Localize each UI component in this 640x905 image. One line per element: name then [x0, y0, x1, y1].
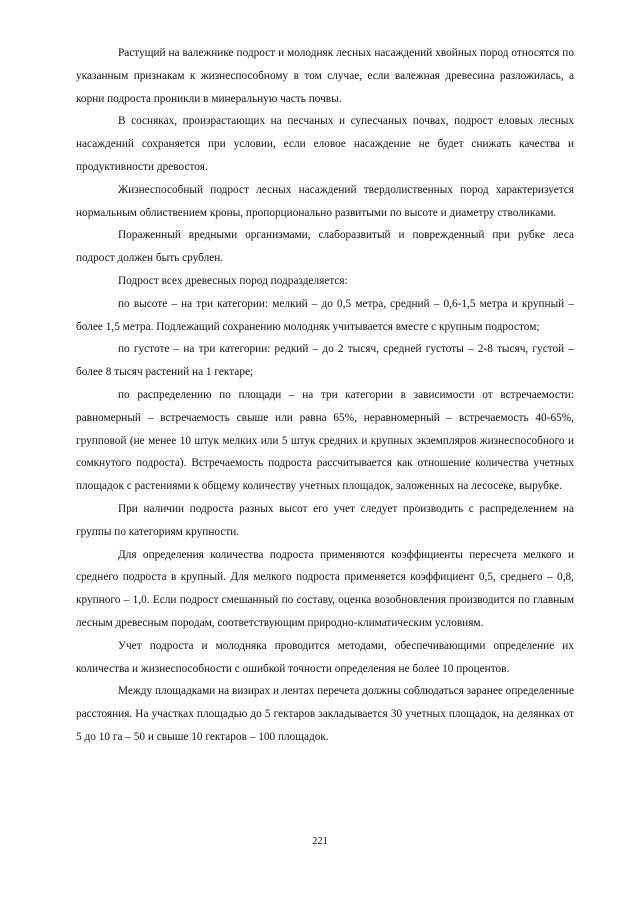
paragraph-2: В сосняках, произрастающих на песчаных и супесчаных почвах, подрост еловых лесных насаждений сохраняется при условии, если еловое насаждение не будет снижать качества и продуктивности древостоя. [76, 115, 574, 173]
paragraph-6: по высоте – на три категории: мелкий – до 0,5 метра, средний – 0,6-1,5 метра и крупный – более 1,5 метра. Подлежащий сохранению молодняк учитывается вместе с крупным подростом; [76, 297, 574, 333]
paragraph-7: по густоте – на три категории: редкий – до 2 тысяч, средней густоты – 2-8 тысяч, густой – более 8 тысяч растений на 1 гектаре; [76, 343, 574, 379]
paragraph-1: Растущий на валежнике подрост и молодняк лесных насаждений хвойных пород относятся по указанным признакам к жизнеспособному в том случае, если валежная древесина разложилась, а корни подроста проникли в минеральную часть почвы. [76, 47, 574, 105]
paragraph-12: Между площадками на визирах и лентах перечета должны соблюдаться заранее определенные расстояния. На участках площадью до 5 гектаров закладывается 30 учетных площадок, на делянках от 5 до 10 га – 50 и свыше 10 гектаров – 100 площадок. [76, 685, 574, 743]
page-number: 221 [312, 836, 328, 847]
paragraph-9: При наличии подроста разных высот его учет следует производить с распределением на группы по категориям крупности. [76, 502, 574, 538]
page-body [76, 42, 574, 749]
paragraph-5: Подрост всех древесных пород подразделяется: [118, 274, 348, 287]
paragraph-3: Жизнеспособный подрост лесных насаждений твердолиственных пород характеризуется нормальным облиствением кроны, пропорционально развитыми по высоте и диаметру стволиками. [76, 183, 574, 219]
paragraph-10: Для определения количества подроста применяются коэффициенты пересчета мелкого и среднего подроста в крупный. Для мелкого подроста применяется коэффициент 0,5, среднего – 0,8, крупного – 1,0. Если подрост смешанный по составу, оценка возобновления производится по главным лесным древесным породам, соответствующим природно-климатическим условиям. [76, 548, 574, 629]
paragraph-4: Пораженный вредными организмами, слаборазвитый и поврежденный при рубке леса подрост должен быть срублен. [76, 229, 574, 265]
paragraph-11: Учет подроста и молодняка проводится методами, обеспечивающими определение их количества и жизнеспособности с ошибкой точности определения не более 10 процентов. [76, 639, 574, 675]
paragraph-8: по распределению по площади – на три категории в зависимости от встречаемости: равномерный – встречаемость свыше или равна 65%, неравномерный – встречаемость 40-65%, групповой (не менее 10 штук мелких или 5 штук средних и крупных экземпляров жизнеспособного и сомкнутого подроста). Встречаемость подроста рассчитывается как отношение количества учетных площадок с растениями к общему количеству учетных площадок, заложенных на лесосеке, вырубке. [76, 388, 574, 493]
